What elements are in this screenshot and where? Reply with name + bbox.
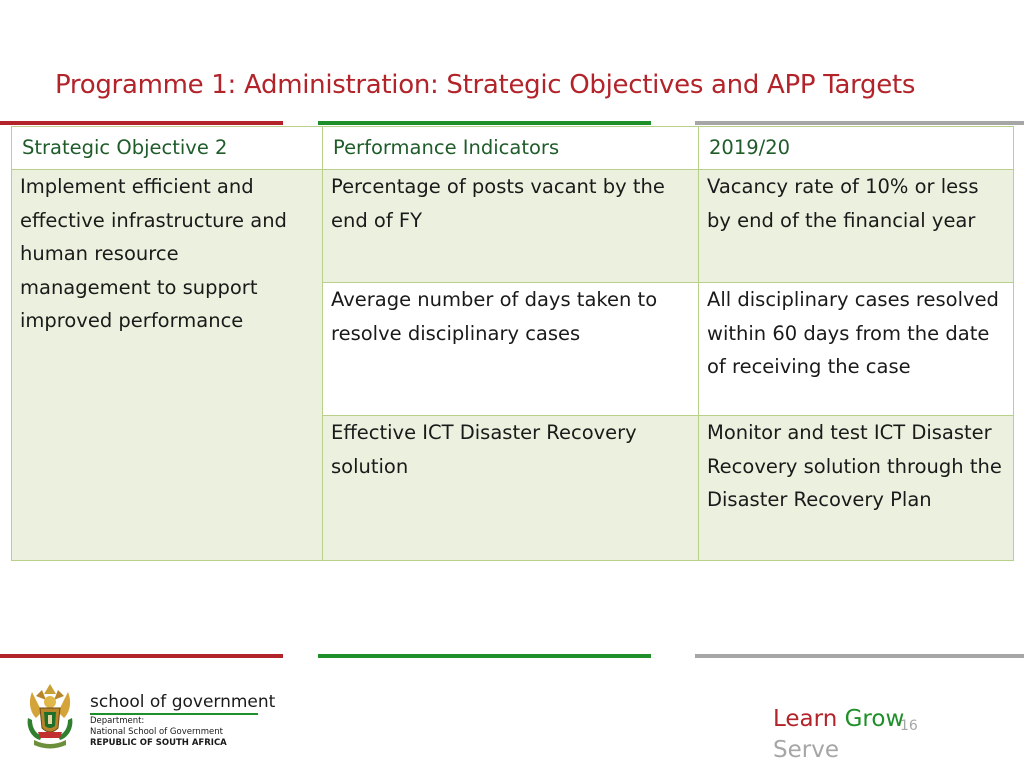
org-name: school of government	[90, 692, 276, 712]
dept-line-3: REPUBLIC OF SOUTH AFRICA	[90, 738, 227, 748]
header-year: 2019/20	[699, 127, 1014, 170]
top-rule-red	[0, 121, 283, 125]
objectives-table	[11, 126, 1014, 561]
table-row	[12, 170, 1014, 283]
bottom-rule-gray	[695, 654, 1024, 658]
tag-learn: Learn	[773, 706, 838, 732]
bottom-rule-green	[318, 654, 651, 658]
indicator-cell: Percentage of posts vacant by the end of FY	[323, 170, 699, 283]
objective-cell: Implement efficient and effective infrastructure and human resource management to support improved performance	[12, 170, 323, 561]
target-cell: Monitor and test ICT Disaster Recovery solution through the Disaster Recovery Plan	[699, 416, 1014, 561]
org-underline	[90, 713, 258, 715]
target-cell: All disciplinary cases resolved within 60 days from the date of receiving the case	[699, 283, 1014, 416]
header-performance-indicators: Performance Indicators	[323, 127, 699, 170]
header-strategic-objective: Strategic Objective 2	[12, 127, 323, 170]
tagline	[773, 704, 904, 766]
slide-title: Programme 1: Administration: Strategic Objectives and APP Targets	[55, 70, 916, 100]
dept-line-1: Department:	[90, 716, 145, 726]
table-header-row	[12, 127, 1014, 170]
top-rule-green	[318, 121, 651, 125]
department-info	[90, 716, 227, 749]
top-rule-gray	[695, 121, 1024, 125]
tag-grow: Grow	[844, 706, 905, 732]
indicator-cell: Effective ICT Disaster Recovery solution	[323, 416, 699, 561]
indicator-cell: Average number of days taken to resolve disciplinary cases	[323, 283, 699, 416]
coat-of-arms-icon	[22, 682, 78, 752]
tag-serve: Serve	[773, 737, 839, 763]
slide-number: 16	[900, 718, 918, 734]
target-cell: Vacancy rate of 10% or less by end of the financial year	[699, 170, 1014, 283]
bottom-rule-red	[0, 654, 283, 658]
dept-line-2: National School of Government	[90, 727, 223, 737]
